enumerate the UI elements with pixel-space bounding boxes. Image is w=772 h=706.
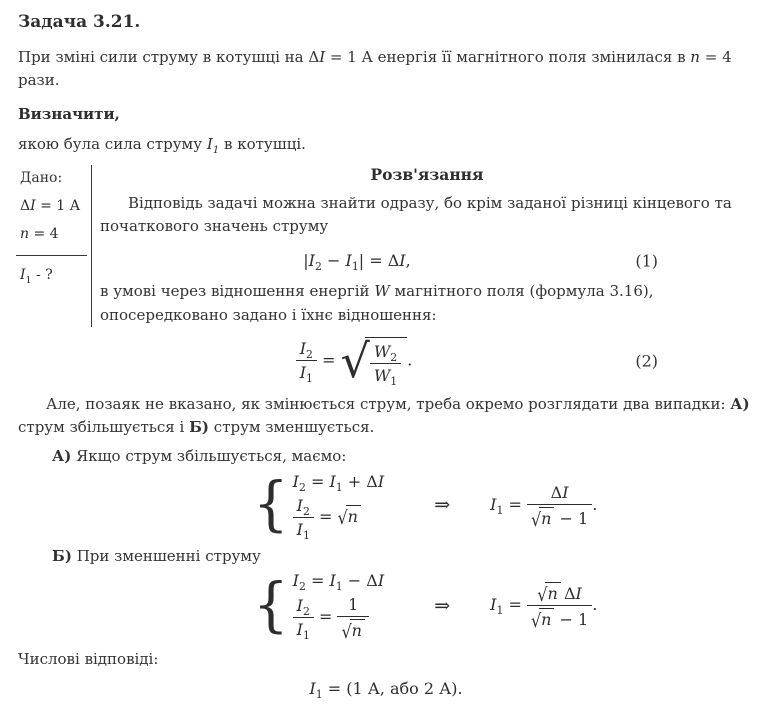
system-b-line-1: $I_2 = I_1 - \Delta I$ <box>292 571 385 594</box>
system-a-result: $I_1$ = $\frac{\Delta I}{√n - 1}$ . <box>490 482 598 531</box>
current-symbol: I <box>319 48 326 66</box>
radical-sign: √ <box>537 583 548 606</box>
system-a-line-2: $\frac{I_2}{I_1}$ = √n <box>293 496 385 539</box>
cases-paragraph: Але, позаяк не вказано, як змінюється струм, треба окремо розглядати два випадки: А) струм збільшується і Б) струм зменшується. <box>18 394 750 436</box>
equation-2 <box>18 334 754 389</box>
left-brace: { <box>253 470 289 539</box>
find-label: Визначити, <box>18 104 120 123</box>
given-delta-i: ΔI = 1 А <box>20 197 81 214</box>
equation-1 <box>100 251 754 274</box>
delta-symbol: Δ <box>308 48 320 66</box>
find-statement <box>18 133 754 156</box>
equation-2-number: (2) <box>635 351 658 371</box>
radical-sign: √ <box>530 508 542 531</box>
implies-arrow: ⇒ <box>434 494 451 517</box>
system-b-equations <box>292 571 385 643</box>
answers-label: Числові відповіді: <box>18 650 159 669</box>
equation-1-body: $|I_2 - I_1| = \Delta I$, <box>303 251 411 274</box>
given-n: n = 4 <box>20 225 59 242</box>
statement-text: = 1 А енергія її магнітного поля змінилася в <box>325 48 691 66</box>
given-box <box>18 165 92 327</box>
problem-title: Задача 3.21. <box>18 12 141 32</box>
case-a-label: А) Якщо струм збільшується, маємо: <box>52 447 347 466</box>
statement-text: = 4 рази. <box>18 48 732 90</box>
radical-sign: √ <box>530 609 542 632</box>
solution-column <box>92 165 754 327</box>
system-b-result: $I_1$ = $\frac{\text{√n ΔI}}{√n - 1}$ . <box>490 583 598 632</box>
given-question: $I_1$ - ? <box>20 267 53 287</box>
find-text: якою була сила струму <box>18 134 207 153</box>
radical-sign: √ <box>340 334 370 389</box>
equation-1-number: (1) <box>635 251 658 271</box>
statement-text: При зміні сили струму в котушці на <box>18 48 309 66</box>
radical-sign: √ <box>341 620 352 643</box>
solution-paragraph-1: Відповідь задачі можна знайти одразу, бо крім заданої різниці кінцевого та початкового значень струму <box>100 193 732 235</box>
problem-statement <box>18 46 754 93</box>
system-b <box>253 571 754 643</box>
given-and-solution-row <box>18 165 754 327</box>
square-root <box>340 334 408 389</box>
system-a-equations <box>292 471 385 542</box>
current-ratio-fraction: $\frac{I_2}{I_1}$ <box>296 339 317 382</box>
equation-2-body: $\frac{I_2}{I_1}$ = √ $\frac{W_2}{W_1}$ . <box>296 337 413 385</box>
case-b-label: Б) При зменшенні струму <box>52 546 261 565</box>
given-label: Дано: <box>20 169 63 186</box>
case-b-ref: Б) <box>189 418 210 436</box>
answer-line: $I_1 = (1$ А, або 2 А). <box>309 678 463 701</box>
left-brace: { <box>253 571 289 640</box>
radical-sign: √ <box>337 506 348 529</box>
system-a <box>253 470 754 542</box>
i1-symbol: $I_1$ <box>206 134 220 156</box>
system-b-line-2: $\frac{I_2}{I_1}$ = $\frac{1}{√n}$ <box>293 595 385 640</box>
n-symbol: n <box>690 48 700 66</box>
solution-heading: Розв'язання <box>370 164 484 184</box>
case-a-ref: А) <box>730 394 750 413</box>
implies-arrow: ⇒ <box>434 594 451 617</box>
energy-ratio-fraction: $\frac{W_2}{W_1}$ <box>370 342 401 385</box>
find-text: в котушці. <box>219 134 306 153</box>
energy-symbol: W <box>374 282 390 301</box>
system-a-line-1: $I_2 = I_1 + \Delta I$ <box>292 471 385 494</box>
given-divider <box>16 255 87 256</box>
solution-paragraph-2: в умові через відношення енергій W магнітного поля (формула 3.16), опосередковано задано і їхнє відношення: <box>100 282 654 324</box>
